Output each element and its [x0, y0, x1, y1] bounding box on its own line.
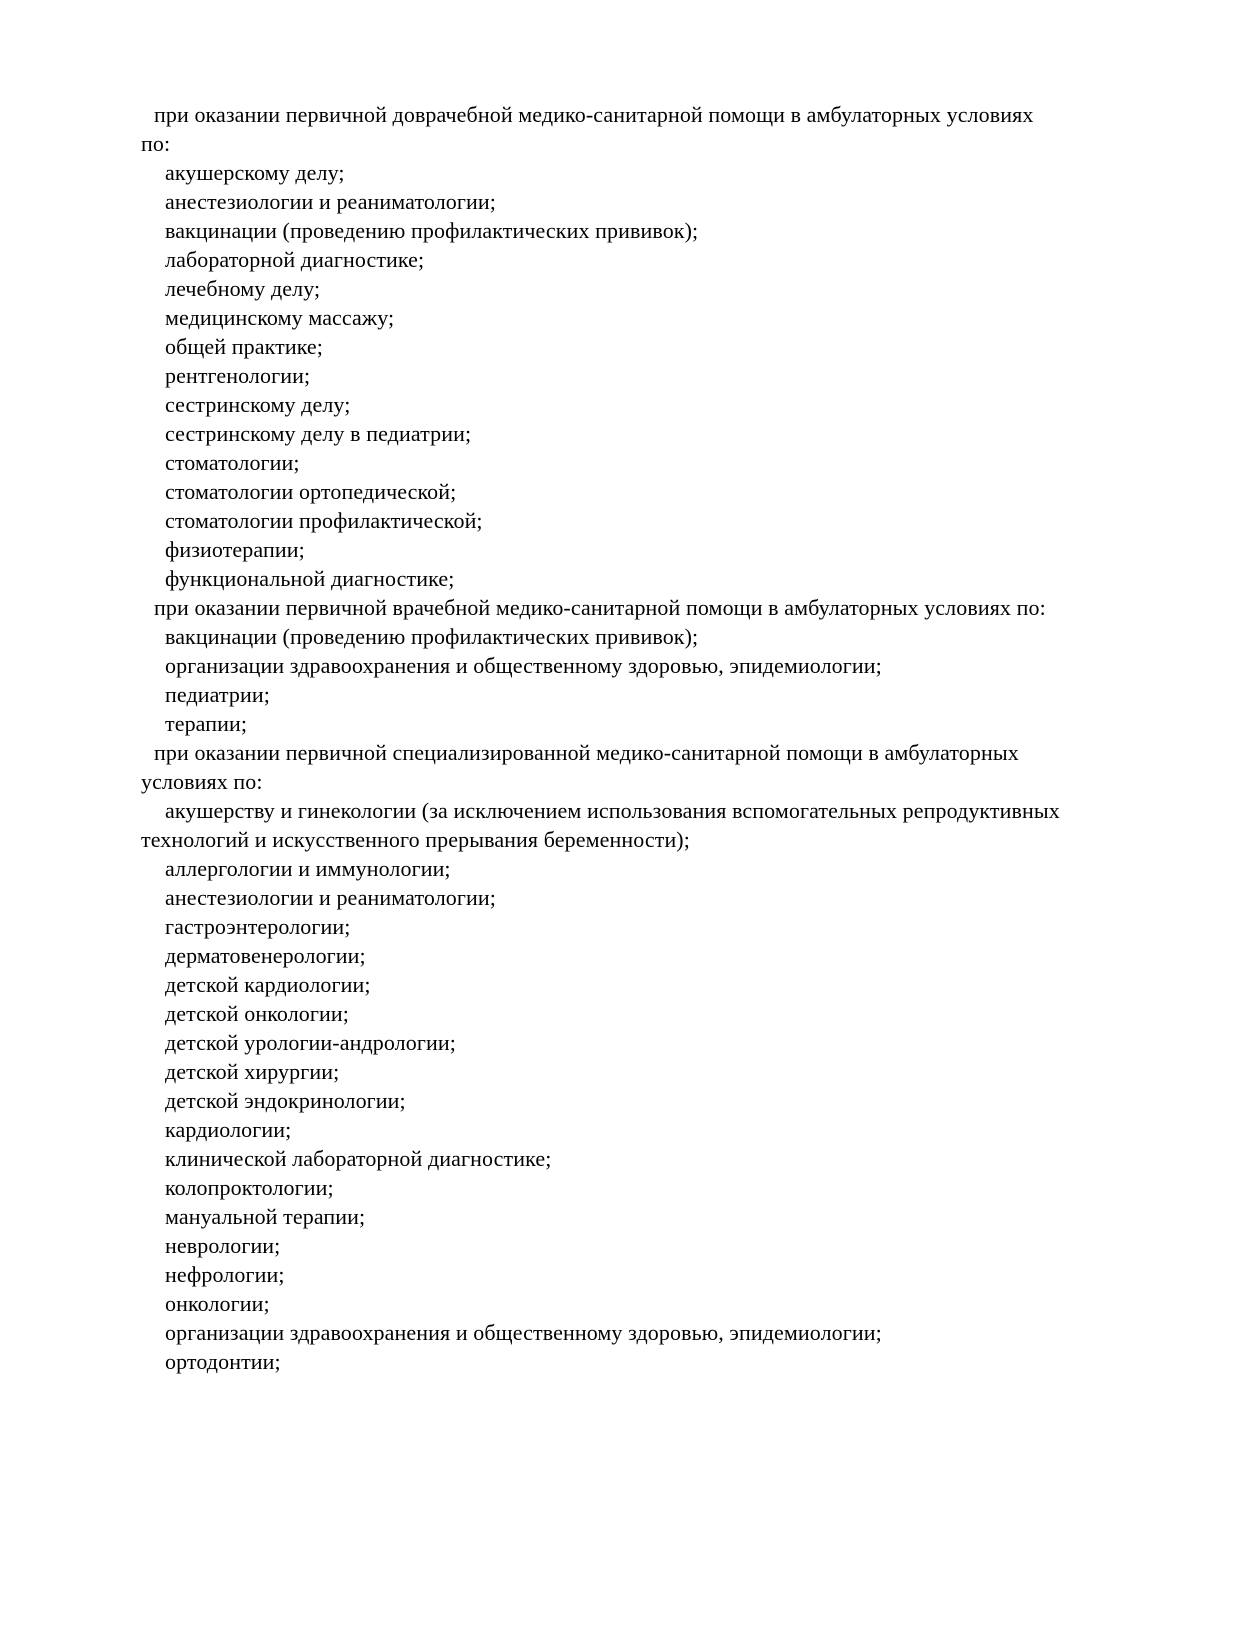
list-item: стоматологии;: [165, 450, 300, 475]
list-item: терапии;: [165, 711, 248, 736]
list-item: акушерскому делу;: [165, 160, 345, 185]
paragraph-line: при оказании первичной доврачебной медико-санитарной помощи в амбулаторных условиях: [154, 102, 1034, 127]
list-item: гастроэнтерологии;: [165, 914, 351, 939]
list-item: колопроктологии;: [165, 1175, 334, 1200]
paragraph-line: при оказании первичной специализированной медико-санитарной помощи в амбулаторных: [154, 740, 1019, 765]
list-item: анестезиологии и реаниматологии;: [165, 189, 496, 214]
list-item: стоматологии профилактической;: [165, 508, 483, 533]
list-item: онкологии;: [165, 1291, 270, 1316]
list-item: ортодонтии;: [165, 1349, 281, 1374]
list-item: физиотерапии;: [165, 537, 305, 562]
list-item: кардиологии;: [165, 1117, 292, 1142]
list-item: общей практике;: [165, 334, 324, 359]
list-item: лабораторной диагностике;: [165, 247, 425, 272]
list-item: нефрологии;: [165, 1262, 285, 1287]
list-item: акушерству и гинекологии (за исключением использования вспомогательных репродуктивных: [165, 798, 1060, 823]
list-item: аллергологии и иммунологии;: [165, 856, 451, 881]
list-item: дерматовенерологии;: [165, 943, 366, 968]
continuation-line: по:: [141, 131, 171, 156]
list-item: детской хирургии;: [165, 1059, 340, 1084]
list-item: вакцинации (проведению профилактических прививок);: [165, 218, 699, 243]
list-item: лечебному делу;: [165, 276, 321, 301]
document-text-block: [141, 100, 1151, 1376]
continuation-line: технологий и искусственного прерывания беременности);: [141, 827, 690, 852]
list-item: клинической лабораторной диагностике;: [165, 1146, 552, 1171]
list-item: стоматологии ортопедической;: [165, 479, 457, 504]
list-item: рентгенологии;: [165, 363, 311, 388]
list-item: вакцинации (проведению профилактических прививок);: [165, 624, 699, 649]
list-item: детской онкологии;: [165, 1001, 349, 1026]
list-item: медицинскому массажу;: [165, 305, 395, 330]
list-item: педиатрии;: [165, 682, 270, 707]
list-item: сестринскому делу;: [165, 392, 351, 417]
list-item: организации здравоохранения и общественному здоровью, эпидемиологии;: [165, 653, 882, 678]
list-item: детской кардиологии;: [165, 972, 371, 997]
list-item: анестезиологии и реаниматологии;: [165, 885, 496, 910]
continuation-line: условиях по:: [141, 769, 263, 794]
paragraph-line: при оказании первичной врачебной медико-санитарной помощи в амбулаторных условиях по:: [154, 595, 1046, 620]
list-item: неврологии;: [165, 1233, 281, 1258]
list-item: детской урологии-андрологии;: [165, 1030, 456, 1055]
list-item: организации здравоохранения и общественному здоровью, эпидемиологии;: [165, 1320, 882, 1345]
list-item: функциональной диагностике;: [165, 566, 455, 591]
list-item: детской эндокринологии;: [165, 1088, 406, 1113]
list-item: мануальной терапии;: [165, 1204, 366, 1229]
list-item: сестринскому делу в педиатрии;: [165, 421, 472, 446]
